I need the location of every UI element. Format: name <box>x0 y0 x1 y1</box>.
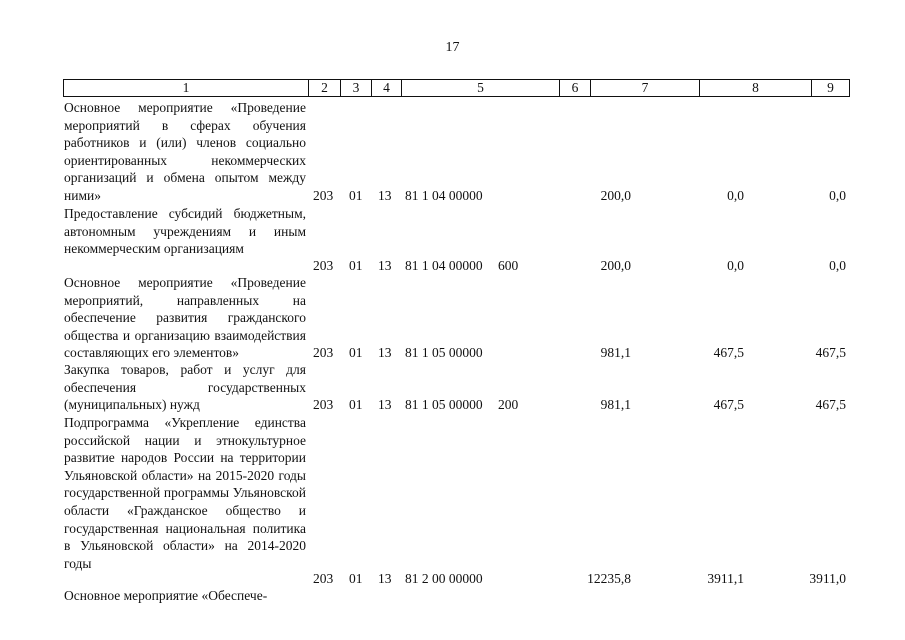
cell-subsection: 13 <box>378 397 392 412</box>
row-description: Предоставление субсидий бюджетным, автономным учреждениям и иным некоммерческим организациям <box>64 206 306 257</box>
cell-target-article: 81 1 04 00000 <box>405 188 483 203</box>
cell-subsection: 13 <box>378 345 392 360</box>
cell-subsection: 13 <box>378 188 392 203</box>
cell-chapter: 203 <box>313 345 334 360</box>
cell-amount-9: 467,5 <box>815 345 846 360</box>
cell-chapter: 203 <box>313 397 334 412</box>
row-description: Основное мероприятие «Обеспече- <box>64 588 268 603</box>
cell-chapter: 203 <box>313 571 334 586</box>
cell-amount-8: 0,0 <box>727 258 744 273</box>
cell-amount-7: 200,0 <box>600 258 631 273</box>
cell-amount-7: 981,1 <box>600 397 631 412</box>
cell-target-article: 81 1 04 00000 <box>405 258 483 273</box>
cell-expense-type: 200 <box>498 397 519 412</box>
cell-target-article: 81 1 05 00000 <box>405 345 483 360</box>
cell-section: 01 <box>349 258 363 273</box>
cell-amount-9: 3911,0 <box>809 571 846 586</box>
page-number: 17 <box>445 40 460 55</box>
cell-target-article: 81 2 00 00000 <box>405 571 483 586</box>
cell-amount-9: 0,0 <box>829 188 846 203</box>
row-description: Закупка товаров, работ и услуг для обеспечения государственных (муниципальных) нужд <box>64 362 306 413</box>
header-cell-8: 8 <box>700 80 812 96</box>
cell-section: 01 <box>349 397 363 412</box>
cell-amount-9: 0,0 <box>829 258 846 273</box>
cell-amount-8: 467,5 <box>713 345 744 360</box>
header-cell-6: 6 <box>560 80 591 96</box>
header-cell-9: 9 <box>827 80 834 95</box>
cell-chapter: 203 <box>313 188 334 203</box>
cell-section: 01 <box>349 345 363 360</box>
cell-section: 01 <box>349 571 363 586</box>
cell-expense-type: 600 <box>498 258 519 273</box>
cell-subsection: 13 <box>378 258 392 273</box>
header-cell-1: 1 <box>64 80 309 96</box>
cell-amount-8: 3911,1 <box>707 571 744 586</box>
cell-section: 01 <box>349 188 363 203</box>
cell-amount-8: 0,0 <box>727 188 744 203</box>
row-description: Подпрограмма «Укрепление единства российской нации и этнокультурное развитие народов России на территории Ульяновской области» на 2015-2020 годы государственной программы Ульяновской области «Гражданское общество и государственная национальная политика в Ульяновской области» на 2014-2020 годы <box>64 415 306 571</box>
row-description: Основное мероприятие «Проведение мероприятий, направленных на обеспечение развития гражданского общества и организацию взаимодействия составляющих его элементов» <box>64 275 306 361</box>
row-description: Основное мероприятие «Проведение мероприятий в сферах обучения работников и (или) членов социально ориентированных некоммерческих организаций и обмена опытом между ними» <box>64 100 306 203</box>
cell-amount-7: 200,0 <box>600 188 631 203</box>
table-header <box>63 79 850 97</box>
cell-amount-7: 12235,8 <box>587 571 631 586</box>
header-cell-2: 2 <box>309 80 341 96</box>
cell-amount-9: 467,5 <box>815 397 846 412</box>
header-cell-3: 3 <box>341 80 372 96</box>
header-cell-5: 5 <box>402 80 560 96</box>
cell-chapter: 203 <box>313 258 334 273</box>
header-cell-7: 7 <box>591 80 700 96</box>
header-cell-4: 4 <box>372 80 402 96</box>
cell-target-article: 81 1 05 00000 <box>405 397 483 412</box>
cell-amount-7: 981,1 <box>600 345 631 360</box>
cell-subsection: 13 <box>378 571 392 586</box>
cell-amount-8: 467,5 <box>713 397 744 412</box>
